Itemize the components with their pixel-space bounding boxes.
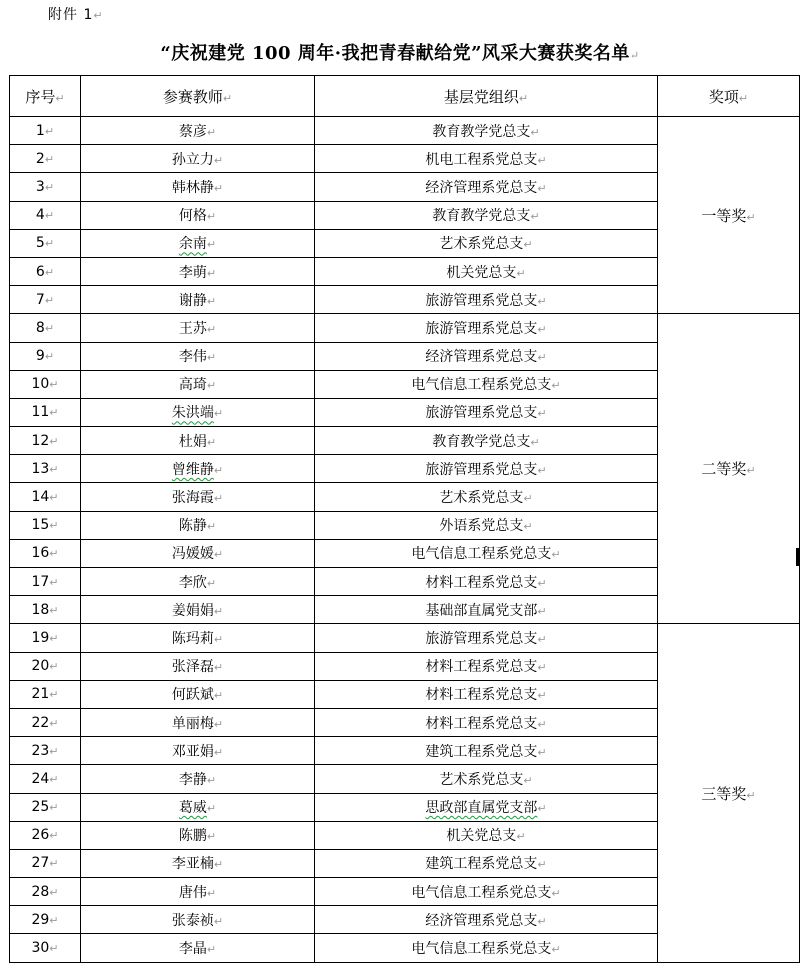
paragraph-mark-icon: ↵ — [49, 434, 59, 448]
paragraph-mark-icon: ↵ — [44, 152, 55, 166]
paragraph-mark-icon: ↵ — [746, 464, 756, 478]
paragraph-mark-icon: ↵ — [523, 773, 533, 787]
teacher-cell: 姜娟娟↵ — [81, 596, 315, 624]
org-cell: 材料工程系党总支↵ — [315, 568, 658, 596]
paragraph-mark-icon: ↵ — [516, 266, 526, 280]
paragraph-mark-icon: ↵ — [746, 210, 756, 224]
paragraph-mark-icon: ↵ — [206, 886, 217, 900]
paragraph-mark-icon: ↵ — [537, 322, 547, 336]
paragraph-mark-icon: ↵ — [49, 857, 59, 871]
org-cell: 经济管理系党总支↵ — [315, 342, 658, 370]
seq-cell: 30↵ — [10, 934, 81, 962]
paragraph-mark-icon: ↵ — [530, 435, 540, 449]
paragraph-mark-icon: ↵ — [213, 632, 224, 646]
org-cell: 电气信息工程系党总支↵ — [315, 878, 658, 906]
org-cell: 材料工程系党总支↵ — [315, 680, 658, 708]
paragraph-mark-icon: ↵ — [49, 491, 59, 505]
paragraph-mark-icon: ↵ — [206, 238, 217, 252]
paragraph-mark-icon: ↵ — [44, 265, 55, 279]
org-cell: 电气信息工程系党总支↵ — [315, 539, 658, 567]
paragraph-mark-icon: ↵ — [49, 744, 59, 758]
seq-cell: 9↵ — [10, 342, 81, 370]
teacher-cell: 何跃斌↵ — [81, 680, 315, 708]
paragraph-mark-icon: ↵ — [537, 294, 547, 308]
teacher-cell: 孙立力↵ — [81, 145, 315, 173]
header-teacher: 参赛教师↵ — [81, 76, 315, 117]
paragraph-mark-icon: ↵ — [537, 153, 547, 167]
paragraph-mark-icon: ↵ — [49, 885, 59, 899]
seq-cell: 6↵ — [10, 257, 81, 285]
paragraph-mark-icon: ↵ — [537, 576, 547, 590]
paragraph-mark-icon: ↵ — [206, 576, 217, 590]
paragraph-mark-icon: ↵ — [49, 772, 59, 786]
seq-cell: 20↵ — [10, 652, 81, 680]
teacher-cell: 李萌↵ — [81, 257, 315, 285]
paragraph-mark-icon: ↵ — [49, 462, 59, 476]
paragraph-mark-icon: ↵ — [551, 548, 561, 562]
paragraph-mark-icon: ↵ — [49, 829, 59, 843]
paragraph-mark-icon: ↵ — [213, 548, 224, 562]
header-award: 奖项↵ — [658, 76, 800, 117]
teacher-cell: 蔡彦↵ — [81, 117, 315, 145]
org-cell: 电气信息工程系党总支↵ — [315, 934, 658, 962]
paragraph-mark-icon: ↵ — [49, 603, 59, 617]
seq-cell: 18↵ — [10, 596, 81, 624]
paragraph-mark-icon: ↵ — [537, 745, 547, 759]
paragraph-mark-icon: ↵ — [516, 830, 526, 844]
paragraph-mark-icon: ↵ — [206, 943, 217, 957]
paragraph-mark-icon: ↵ — [206, 773, 217, 787]
org-cell: 教育教学党总支↵ — [315, 427, 658, 455]
teacher-cell: 何格↵ — [81, 201, 315, 229]
org-cell: 艺术系党总支↵ — [315, 229, 658, 257]
org-cell: 艺术系党总支↵ — [315, 765, 658, 793]
seq-cell: 2↵ — [10, 145, 81, 173]
paragraph-mark-icon: ↵ — [49, 942, 59, 956]
paragraph-mark-icon: ↵ — [44, 209, 55, 223]
seq-cell: 13↵ — [10, 455, 81, 483]
seq-cell: 23↵ — [10, 737, 81, 765]
seq-cell: 12↵ — [10, 427, 81, 455]
org-cell: 旅游管理系党总支↵ — [315, 286, 658, 314]
paragraph-mark-icon: ↵ — [537, 717, 547, 731]
attachment-label — [48, 6, 104, 25]
seq-cell: 10↵ — [10, 370, 81, 398]
paragraph-mark-icon: ↵ — [206, 351, 217, 365]
table-row — [10, 117, 800, 145]
teacher-cell: 余南↵ — [81, 229, 315, 257]
paragraph-mark-icon: ↵ — [206, 266, 217, 280]
paragraph-mark-icon: ↵ — [537, 689, 547, 703]
teacher-cell: 高琦↵ — [81, 370, 315, 398]
award-winners-table — [9, 75, 800, 963]
table-row — [10, 314, 800, 342]
seq-cell: 7↵ — [10, 286, 81, 314]
award-cell: 三等奖↵ — [658, 624, 800, 962]
seq-cell: 19↵ — [10, 624, 81, 652]
attachment-label-text: 附件 1 — [48, 7, 94, 23]
paragraph-mark-icon: ↵ — [551, 886, 561, 900]
org-cell: 艺术系党总支↵ — [315, 483, 658, 511]
seq-cell: 26↵ — [10, 821, 81, 849]
teacher-cell: 李亚楠↵ — [81, 849, 315, 877]
paragraph-mark-icon: ↵ — [44, 350, 55, 364]
paragraph-mark-icon: ↵ — [206, 520, 217, 534]
paragraph-mark-icon: ↵ — [49, 519, 59, 533]
paragraph-mark-icon: ↵ — [206, 379, 217, 393]
teacher-cell: 李伟↵ — [81, 342, 315, 370]
paragraph-mark-icon: ↵ — [537, 914, 547, 928]
paragraph-mark-icon: ↵ — [213, 858, 224, 872]
teacher-cell: 葛威↵ — [81, 793, 315, 821]
paragraph-mark-icon: ↵ — [93, 9, 104, 22]
seq-cell: 28↵ — [10, 878, 81, 906]
paragraph-mark-icon: ↵ — [206, 802, 217, 816]
paragraph-mark-icon: ↵ — [213, 492, 224, 506]
paragraph-mark-icon: ↵ — [523, 492, 533, 506]
paragraph-mark-icon: ↵ — [206, 830, 217, 844]
org-cell: 电气信息工程系党总支↵ — [315, 370, 658, 398]
paragraph-mark-icon: ↵ — [44, 293, 55, 307]
seq-cell: 15↵ — [10, 511, 81, 539]
paragraph-mark-icon: ↵ — [44, 124, 55, 138]
seq-cell: 21↵ — [10, 680, 81, 708]
paragraph-mark-icon: ↵ — [530, 210, 540, 224]
paragraph-mark-icon: ↵ — [213, 661, 224, 675]
teacher-cell: 谢静↵ — [81, 286, 315, 314]
paragraph-mark-icon: ↵ — [49, 378, 59, 392]
table-header-row — [10, 76, 800, 117]
org-cell: 经济管理系党总支↵ — [315, 173, 658, 201]
paragraph-mark-icon: ↵ — [49, 631, 59, 645]
paragraph-mark-icon: ↵ — [537, 463, 547, 477]
org-cell: 建筑工程系党总支↵ — [315, 849, 658, 877]
teacher-cell: 李晶↵ — [81, 934, 315, 962]
paragraph-mark-icon: ↵ — [213, 689, 224, 703]
teacher-cell: 冯媛媛↵ — [81, 539, 315, 567]
seq-cell: 22↵ — [10, 708, 81, 736]
teacher-cell: 张泰祯↵ — [81, 906, 315, 934]
paragraph-mark-icon: ↵ — [537, 604, 547, 618]
teacher-cell: 曾维静↵ — [81, 455, 315, 483]
document-title-text: “庆祝建党 100 周年·我把青春献给党”风采大赛获奖名单 — [160, 43, 630, 64]
org-cell: 旅游管理系党总支↵ — [315, 455, 658, 483]
teacher-cell: 李欣↵ — [81, 568, 315, 596]
paragraph-mark-icon: ↵ — [213, 153, 224, 167]
org-cell: 机关党总支↵ — [315, 821, 658, 849]
paragraph-mark-icon: ↵ — [213, 717, 224, 731]
paragraph-mark-icon: ↵ — [206, 294, 217, 308]
seq-cell: 27↵ — [10, 849, 81, 877]
org-cell: 思政部直属党支部↵ — [315, 793, 658, 821]
award-cell: 一等奖↵ — [658, 117, 800, 314]
org-cell: 旅游管理系党总支↵ — [315, 624, 658, 652]
paragraph-mark-icon: ↵ — [551, 943, 561, 957]
org-cell: 机关党总支↵ — [315, 257, 658, 285]
paragraph-mark-icon: ↵ — [44, 321, 55, 335]
document-title — [0, 42, 800, 68]
org-cell: 旅游管理系党总支↵ — [315, 398, 658, 426]
header-seq: 序号↵ — [10, 76, 81, 117]
paragraph-mark-icon: ↵ — [213, 181, 224, 195]
paragraph-mark-icon: ↵ — [49, 913, 59, 927]
teacher-cell: 王苏↵ — [81, 314, 315, 342]
page-edge-mark — [796, 548, 799, 566]
header-org: 基层党组织↵ — [315, 76, 658, 117]
teacher-cell: 邓亚娟↵ — [81, 737, 315, 765]
teacher-cell: 陈静↵ — [81, 511, 315, 539]
paragraph-mark-icon: ↵ — [537, 351, 547, 365]
teacher-cell: 张泽磊↵ — [81, 652, 315, 680]
seq-cell: 1↵ — [10, 117, 81, 145]
seq-cell: 11↵ — [10, 398, 81, 426]
paragraph-mark-icon: ↵ — [206, 322, 217, 336]
seq-cell: 14↵ — [10, 483, 81, 511]
org-cell: 经济管理系党总支↵ — [315, 906, 658, 934]
seq-cell: 3↵ — [10, 173, 81, 201]
paragraph-mark-icon: ↵ — [213, 914, 224, 928]
paragraph-mark-icon: ↵ — [537, 802, 547, 816]
org-cell: 教育教学党总支↵ — [315, 201, 658, 229]
seq-cell: 8↵ — [10, 314, 81, 342]
seq-cell: 29↵ — [10, 906, 81, 934]
paragraph-mark-icon: ↵ — [49, 801, 59, 815]
paragraph-mark-icon: ↵ — [523, 520, 533, 534]
teacher-cell: 张海霞↵ — [81, 483, 315, 511]
seq-cell: 5↵ — [10, 229, 81, 257]
paragraph-mark-icon: ↵ — [213, 463, 224, 477]
org-cell: 机电工程系党总支↵ — [315, 145, 658, 173]
paragraph-mark-icon: ↵ — [523, 238, 533, 252]
org-cell: 教育教学党总支↵ — [315, 117, 658, 145]
paragraph-mark-icon: ↵ — [49, 406, 59, 420]
teacher-cell: 杜娟↵ — [81, 427, 315, 455]
paragraph-mark-icon: ↵ — [206, 125, 217, 139]
org-cell: 外语系党总支↵ — [315, 511, 658, 539]
org-cell: 材料工程系党总支↵ — [315, 652, 658, 680]
teacher-cell: 朱洪端↵ — [81, 398, 315, 426]
paragraph-mark-icon: ↵ — [537, 181, 547, 195]
paragraph-mark-icon: ↵ — [44, 237, 55, 251]
teacher-cell: 韩林静↵ — [81, 173, 315, 201]
seq-cell: 24↵ — [10, 765, 81, 793]
table-body — [10, 117, 800, 963]
table-row — [10, 624, 800, 652]
paragraph-mark-icon: ↵ — [746, 788, 756, 802]
paragraph-mark-icon: ↵ — [537, 632, 547, 646]
paragraph-mark-icon: ↵ — [206, 435, 217, 449]
seq-cell: 16↵ — [10, 539, 81, 567]
org-cell: 旅游管理系党总支↵ — [315, 314, 658, 342]
paragraph-mark-icon: ↵ — [49, 716, 59, 730]
teacher-cell: 陈鹏↵ — [81, 821, 315, 849]
paragraph-mark-icon: ↵ — [213, 604, 224, 618]
paragraph-mark-icon: ↵ — [206, 210, 217, 224]
paragraph-mark-icon: ↵ — [537, 407, 547, 421]
paragraph-mark-icon: ↵ — [49, 547, 59, 561]
award-cell: 二等奖↵ — [658, 314, 800, 624]
paragraph-mark-icon: ↵ — [530, 125, 540, 139]
paragraph-mark-icon: ↵ — [49, 575, 59, 589]
org-cell: 材料工程系党总支↵ — [315, 708, 658, 736]
paragraph-mark-icon: ↵ — [537, 858, 547, 872]
seq-cell: 17↵ — [10, 568, 81, 596]
teacher-cell: 单丽梅↵ — [81, 708, 315, 736]
org-cell: 基础部直属党支部↵ — [315, 596, 658, 624]
teacher-cell: 陈玛莉↵ — [81, 624, 315, 652]
paragraph-mark-icon: ↵ — [213, 407, 224, 421]
teacher-cell: 李静↵ — [81, 765, 315, 793]
teacher-cell: 唐伟↵ — [81, 878, 315, 906]
paragraph-mark-icon: ↵ — [629, 49, 640, 62]
paragraph-mark-icon: ↵ — [537, 661, 547, 675]
paragraph-mark-icon: ↵ — [49, 660, 59, 674]
seq-cell: 25↵ — [10, 793, 81, 821]
seq-cell: 4↵ — [10, 201, 81, 229]
paragraph-mark-icon: ↵ — [49, 688, 59, 702]
paragraph-mark-icon: ↵ — [551, 379, 561, 393]
paragraph-mark-icon: ↵ — [44, 180, 55, 194]
paragraph-mark-icon: ↵ — [213, 745, 224, 759]
org-cell: 建筑工程系党总支↵ — [315, 737, 658, 765]
